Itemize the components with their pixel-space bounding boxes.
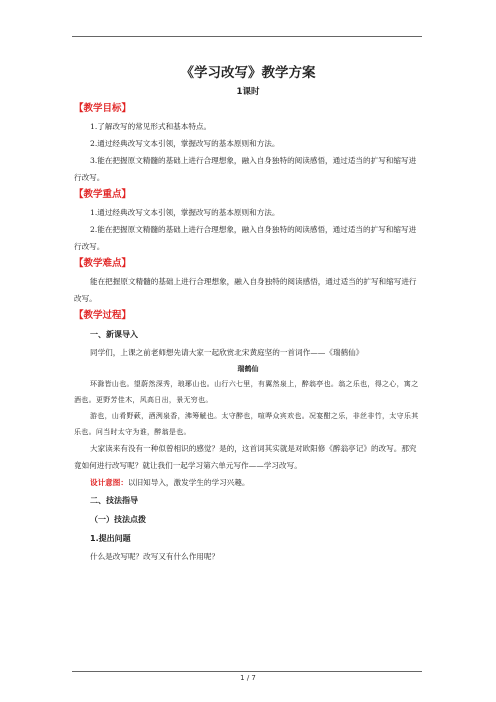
poem-paragraph: 环滁皆山也。望蔚然深秀，琅琊山也。山行六七里，有翼然泉上，醉翁亭也。翁之乐也，得之心，寓之酒也。更野芳佳木，风高日出，景无穷也。: [74, 380, 419, 404]
design-intent-text: 以旧知导入，激发学生的学习兴趣。: [127, 478, 250, 487]
design-intent-label: 设计意图：: [90, 478, 128, 487]
focus-item: 1.通过经典改写文本引领，掌握改写的基本原则和方法。: [90, 208, 280, 217]
goal-item: 3.能在把握原文精髓的基础上进行合理想象，融入自身独特的阅读感悟，通过适当的扩写和缩写进行改写。: [74, 156, 417, 182]
after-poem-paragraph: 大家读来有没有一种似曾相识的感觉？是的，这首词其实就是对欧阳修《醉翁亭记》的改写。那究竟如何进行改写呢？就让我们一起学习第六单元写作——学习改写。: [74, 444, 417, 470]
document-subtitle: 1课时: [236, 87, 260, 97]
section-heading-difficulty: 【教学难点】: [74, 258, 132, 269]
sub-heading-technique-tips: （一）技法点拨: [90, 515, 146, 524]
poem-paragraph: 游也，山肴野蔌，酒洌泉香，沸筹觥也。太守醉也，喧哗众宾欢也。况宴酣之乐，非丝非竹，太守乐其乐也。问当时太守为谁，醉翁是也。: [74, 412, 419, 436]
document-title: 《学习改写》教学方案: [180, 65, 316, 81]
section-heading-focus: 【教学重点】: [74, 189, 132, 200]
section-heading-process: 【教学过程】: [74, 310, 132, 321]
part-heading-intro: 一、新课导入: [90, 330, 138, 339]
design-intent: [74, 474, 422, 491]
goal-item: 2.通过经典改写文本引领，掌握改写的基本原则和方法。: [90, 139, 280, 148]
difficulty-item: 能在把握原文精髓的基础上进行合理想象，融入自身独特的阅读感悟，通过适当的扩写和缩写进行改写。: [74, 277, 417, 303]
question-paragraph: 什么是改写呢？改写又有什么作用呢？: [90, 552, 220, 561]
section-heading-goals: 【教学目标】: [74, 103, 132, 114]
intro-paragraph: 同学们，上课之前老师想先请大家一起欣赏北宋黄庭坚的一首词作——《瑞鹤仙》: [90, 348, 364, 357]
goal-item: 1.了解改写的常见形式和基本特点。: [90, 122, 212, 131]
poem-title: 瑞鹤仙: [237, 364, 259, 373]
sub-heading-question: 1.提出问题: [90, 534, 131, 543]
focus-item: 2.能在把握原文精髓的基础上进行合理想象，融入自身独特的阅读感悟，通过适当的扩写和缩写进行改写。: [74, 225, 417, 251]
header-rule: [72, 36, 422, 37]
footer-rule: [72, 671, 422, 672]
page-number: 1 / 7: [240, 674, 256, 682]
part-heading-technique: 二、技法指导: [90, 496, 138, 505]
document-body: [74, 62, 422, 565]
